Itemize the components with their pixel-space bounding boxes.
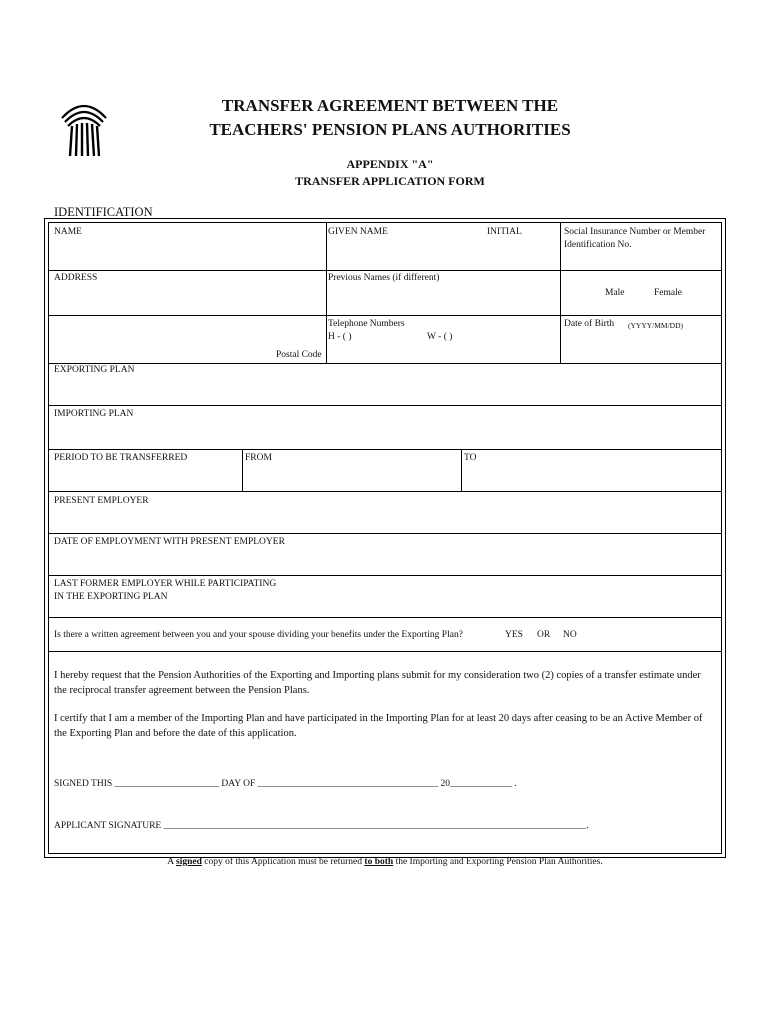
last-former-employer-field[interactable]: LAST FORMER EMPLOYER WHILE PARTICIPATING bbox=[54, 579, 277, 589]
address-field[interactable]: ADDRESS bbox=[54, 273, 98, 283]
section-identification: IDENTIFICATION bbox=[54, 205, 153, 219]
period-from-field[interactable]: FROM bbox=[245, 453, 272, 463]
footer-pre: A bbox=[167, 857, 174, 867]
form-outer-border bbox=[44, 218, 726, 858]
sin-field-label-2: Identification No. bbox=[564, 240, 632, 250]
date-employment-field[interactable]: DATE OF EMPLOYMENT WITH PRESENT EMPLOYER bbox=[54, 537, 285, 547]
spouse-no-option[interactable]: NO bbox=[563, 630, 577, 640]
spouse-or-label: OR bbox=[537, 630, 551, 640]
sin-field-label-1[interactable]: Social Insurance Number or Member bbox=[564, 227, 706, 237]
footer-signed: signed bbox=[176, 857, 202, 867]
period-to-field[interactable]: TO bbox=[464, 453, 477, 463]
period-field: PERIOD TO BE TRANSFERRED bbox=[54, 453, 188, 463]
female-option[interactable]: Female bbox=[654, 288, 682, 298]
telephone-field: Telephone Numbers bbox=[328, 319, 405, 329]
previous-names-field[interactable]: Previous Names (if different) bbox=[328, 273, 440, 283]
given-name-field[interactable]: GIVEN NAME bbox=[328, 227, 388, 237]
spouse-agreement-question: Is there a written agreement between you and your spouse dividing your benefits under the Exporting Plan? bbox=[54, 630, 463, 640]
document-title-line1: TRANSFER AGREEMENT BETWEEN THE bbox=[221, 96, 559, 115]
document-title-line2: TEACHERS' PENSION PLANS AUTHORITIES bbox=[209, 120, 571, 139]
name-field[interactable]: NAME bbox=[54, 227, 82, 237]
appendix-label: APPENDIX "A" bbox=[346, 157, 434, 171]
footer-mid: copy of this Application must be returned bbox=[204, 857, 363, 867]
dob-format-hint: (YYYY/MM/DD) bbox=[628, 321, 683, 330]
footer-post: the Importing and Exporting Pension Plan Authorities. bbox=[395, 857, 603, 867]
male-option[interactable]: Male bbox=[605, 288, 625, 298]
spouse-yes-option[interactable]: YES bbox=[505, 630, 523, 640]
applicant-signature-line[interactable]: APPLICANT SIGNATURE _________________________________________________________________________________________. bbox=[54, 821, 589, 831]
initial-field[interactable]: INITIAL bbox=[487, 227, 522, 237]
postal-code-field[interactable]: Postal Code bbox=[276, 350, 322, 360]
wheat-sheaf-icon bbox=[58, 96, 110, 158]
footer-to-both: to both bbox=[364, 857, 394, 867]
form-title: TRANSFER APPLICATION FORM bbox=[295, 174, 485, 188]
last-former-employer-label-2: IN THE EXPORTING PLAN bbox=[54, 592, 168, 602]
telephone-work[interactable]: W - ( ) bbox=[427, 332, 453, 342]
declaration-request: I hereby request that the Pension Authorities of the Exporting and Importing plans submit for my consideration two (2) copies of a transfer estimate under the reciprocal transfer agreement between the Pension Plans. bbox=[54, 670, 701, 696]
signed-this-line[interactable]: SIGNED THIS ______________________ DAY OF ______________________________________ 20_____________ . bbox=[54, 779, 517, 789]
date-of-birth-field[interactable]: Date of Birth bbox=[564, 319, 615, 329]
declaration-certify: I certify that I am a member of the Importing Plan and have participated in the Importing Plan for at least 20 days after ceasing to be an Active Member of the Exporting Plan and before the date of this application. bbox=[54, 713, 703, 739]
form-grid bbox=[48, 222, 722, 854]
exporting-plan-field[interactable]: EXPORTING PLAN bbox=[54, 365, 135, 375]
footer-note bbox=[44, 857, 726, 867]
present-employer-field[interactable]: PRESENT EMPLOYER bbox=[54, 496, 149, 506]
importing-plan-field[interactable]: IMPORTING PLAN bbox=[54, 409, 134, 419]
telephone-home[interactable]: H - ( ) bbox=[328, 332, 352, 342]
